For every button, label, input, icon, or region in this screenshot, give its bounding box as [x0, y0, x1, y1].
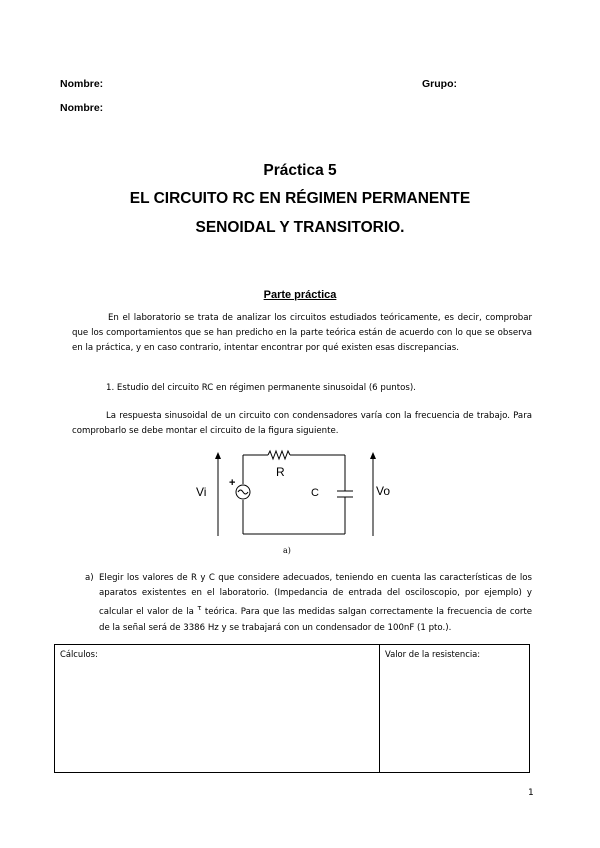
nombre-label-2: Nombre: — [60, 102, 104, 114]
vo-arrow-head — [370, 452, 376, 459]
resistance-value-label: Valor de la resistencia: — [385, 649, 481, 659]
question-a-line2-pre: y calcular el valor de la — [99, 588, 533, 618]
main-title-line2: SENOIDAL Y TRANSITORIO. — [195, 219, 405, 236]
vi-arrow-head — [215, 452, 221, 459]
rc-circuit-diagram — [190, 446, 410, 561]
sine-wave-icon — [238, 490, 248, 494]
question-a-line2-post: teórica. Para que las medidas salgan correctamente la frecuencia de corte de la señal será de 3386 Hz y se trabajará con un condensador de 100nF (1 pto.). — [99, 607, 533, 633]
item1-heading: 1. Estudio del circuito RC en régimen permanente sinusoidal (6 puntos). — [106, 383, 416, 393]
label-vo: Vo — [376, 484, 391, 498]
label-c: C — [311, 487, 319, 499]
tau-symbol: τ — [197, 604, 202, 613]
question-a-marker: a) — [85, 573, 94, 583]
intro-paragraph: En el laboratorio se trata de analizar los circuitos estudiados teóricamente, es decir, comprobar que los comportamientos que se han predicho en la parte teórica están de acuerdo con lo que se observa en la práctica, y en caso contrario, intentar encontrar por qué existen esas discrepancias. — [72, 313, 532, 354]
label-r: R — [276, 465, 285, 479]
page-number: 1 — [528, 788, 534, 798]
resistance-value-cell[interactable] — [380, 645, 529, 772]
main-title-line1: EL CIRCUITO RC EN RÉGIMEN PERMANENTE — [129, 190, 471, 207]
question-a-line1: Elegir los valores de R y C que considere adecuados, teniendo en cuenta las características de los aparatos existentes en el laboratorio. (Impedancia de entrada del osciloscopio, por ejemplo) — [99, 573, 532, 599]
plus-sign: + — [229, 477, 236, 489]
resistor-symbol — [268, 451, 290, 459]
item1-paragraph: La respuesta sinusoidal de un circuito con condensadores varía con la frecuencia de trabajo. Para comprobarlo se debe montar el circuito de la figura siguiente. — [72, 411, 532, 437]
answer-table — [54, 644, 530, 773]
label-vi: Vi — [196, 485, 207, 499]
nombre-label-1: Nombre: — [60, 78, 104, 90]
question-a-text — [99, 571, 532, 636]
calculos-label: Cálculos: — [60, 649, 98, 659]
calculos-cell[interactable] — [55, 645, 379, 772]
section-heading: Parte práctica — [263, 289, 337, 301]
practice-title: Práctica 5 — [263, 162, 337, 179]
figure-caption: a) — [283, 546, 291, 555]
grupo-label: Grupo: — [422, 78, 457, 90]
